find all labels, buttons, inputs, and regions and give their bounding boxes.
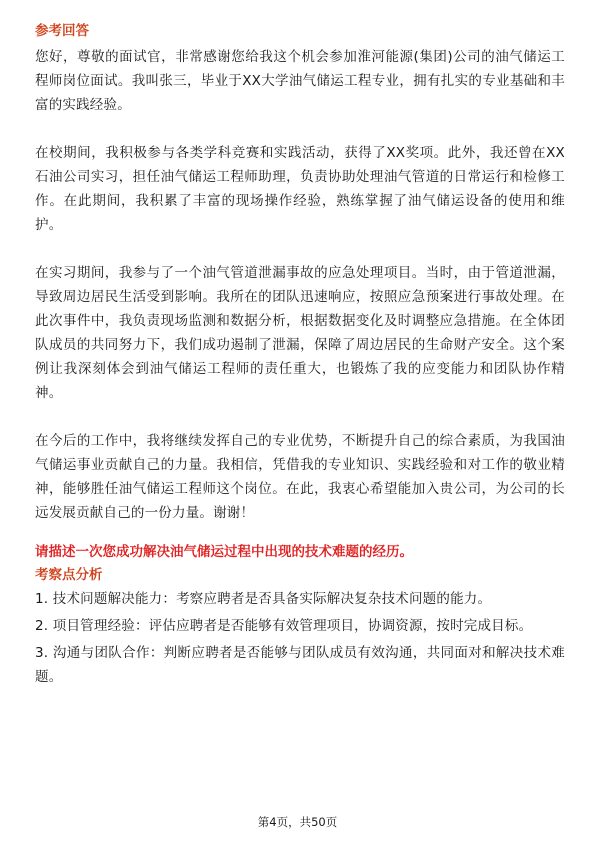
answer-paragraph: 您好，尊敬的面试官，非常感谢您给我这个机会参加淮河能源(集团)公司的油气储运工程师岗位面试。我叫张三，毕业于XX大学油气储运工程专业，拥有扎实的专业基础和丰富的实践经验。 bbox=[35, 49, 565, 113]
focus-item: 1. 技术问题解决能力：考察应聘者是否具备实际解决复杂技术问题的能力。 bbox=[35, 591, 492, 607]
focus-heading: 考察点分析 bbox=[35, 567, 103, 583]
page-content bbox=[35, 21, 565, 692]
focus-item: 3. 沟通与团队合作：判断应聘者是否能够与团队成员有效沟通，共同面对和解决技术难题。 bbox=[35, 645, 565, 685]
answer-heading: 参考回答 bbox=[35, 23, 89, 39]
interview-question: 请描述一次您成功解决油气储运过程中出现的技术难题的经历。 bbox=[35, 544, 413, 560]
page-number: 第4页，共50页 bbox=[257, 815, 338, 829]
answer-paragraph: 在今后的工作中，我将继续发挥自己的专业优势，不断提升自己的综合素质，为我国油气储运事业贡献自己的力量。我相信，凭借我的专业知识、实践经验和对工作的敬业精神，能够胜任油气储运工程师这个岗位。在此，我衷心希望能加入贵公司，为公司的长远发展贡献自己的一份力量。谢谢！ bbox=[35, 433, 565, 521]
answer-paragraph: 在实习期间，我参与了一个油气管道泄漏事故的应急处理项目。当时，由于管道泄漏，导致周边居民生活受到影响。我所在的团队迅速响应，按照应急预案进行事故处理。在此次事件中，我负责现场监测和数据分析，根据数据变化及时调整应急措施。在全体团队成员的共同努力下，我们成功遏制了泄漏，保障了周边居民的生命财产安全。这个案例让我深刻体会到油气储运工程师的责任重大，也锻炼了我的应变能力和团队协作精神。 bbox=[35, 265, 565, 401]
answer-paragraph: 在校期间，我积极参与各类学科竞赛和实践活动，获得了XX奖项。此外，我还曾在XX石油公司实习，担任油气储运工程师助理，负责协助处理油气管道的日常运行和检修工作。在此期间，我积累了丰富的现场操作经验，熟练掌握了油气储运设备的使用和维护。 bbox=[35, 145, 565, 233]
focus-item: 2. 项目管理经验：评估应聘者是否能够有效管理项目，协调资源，按时完成目标。 bbox=[35, 618, 533, 634]
focus-list bbox=[35, 587, 565, 689]
